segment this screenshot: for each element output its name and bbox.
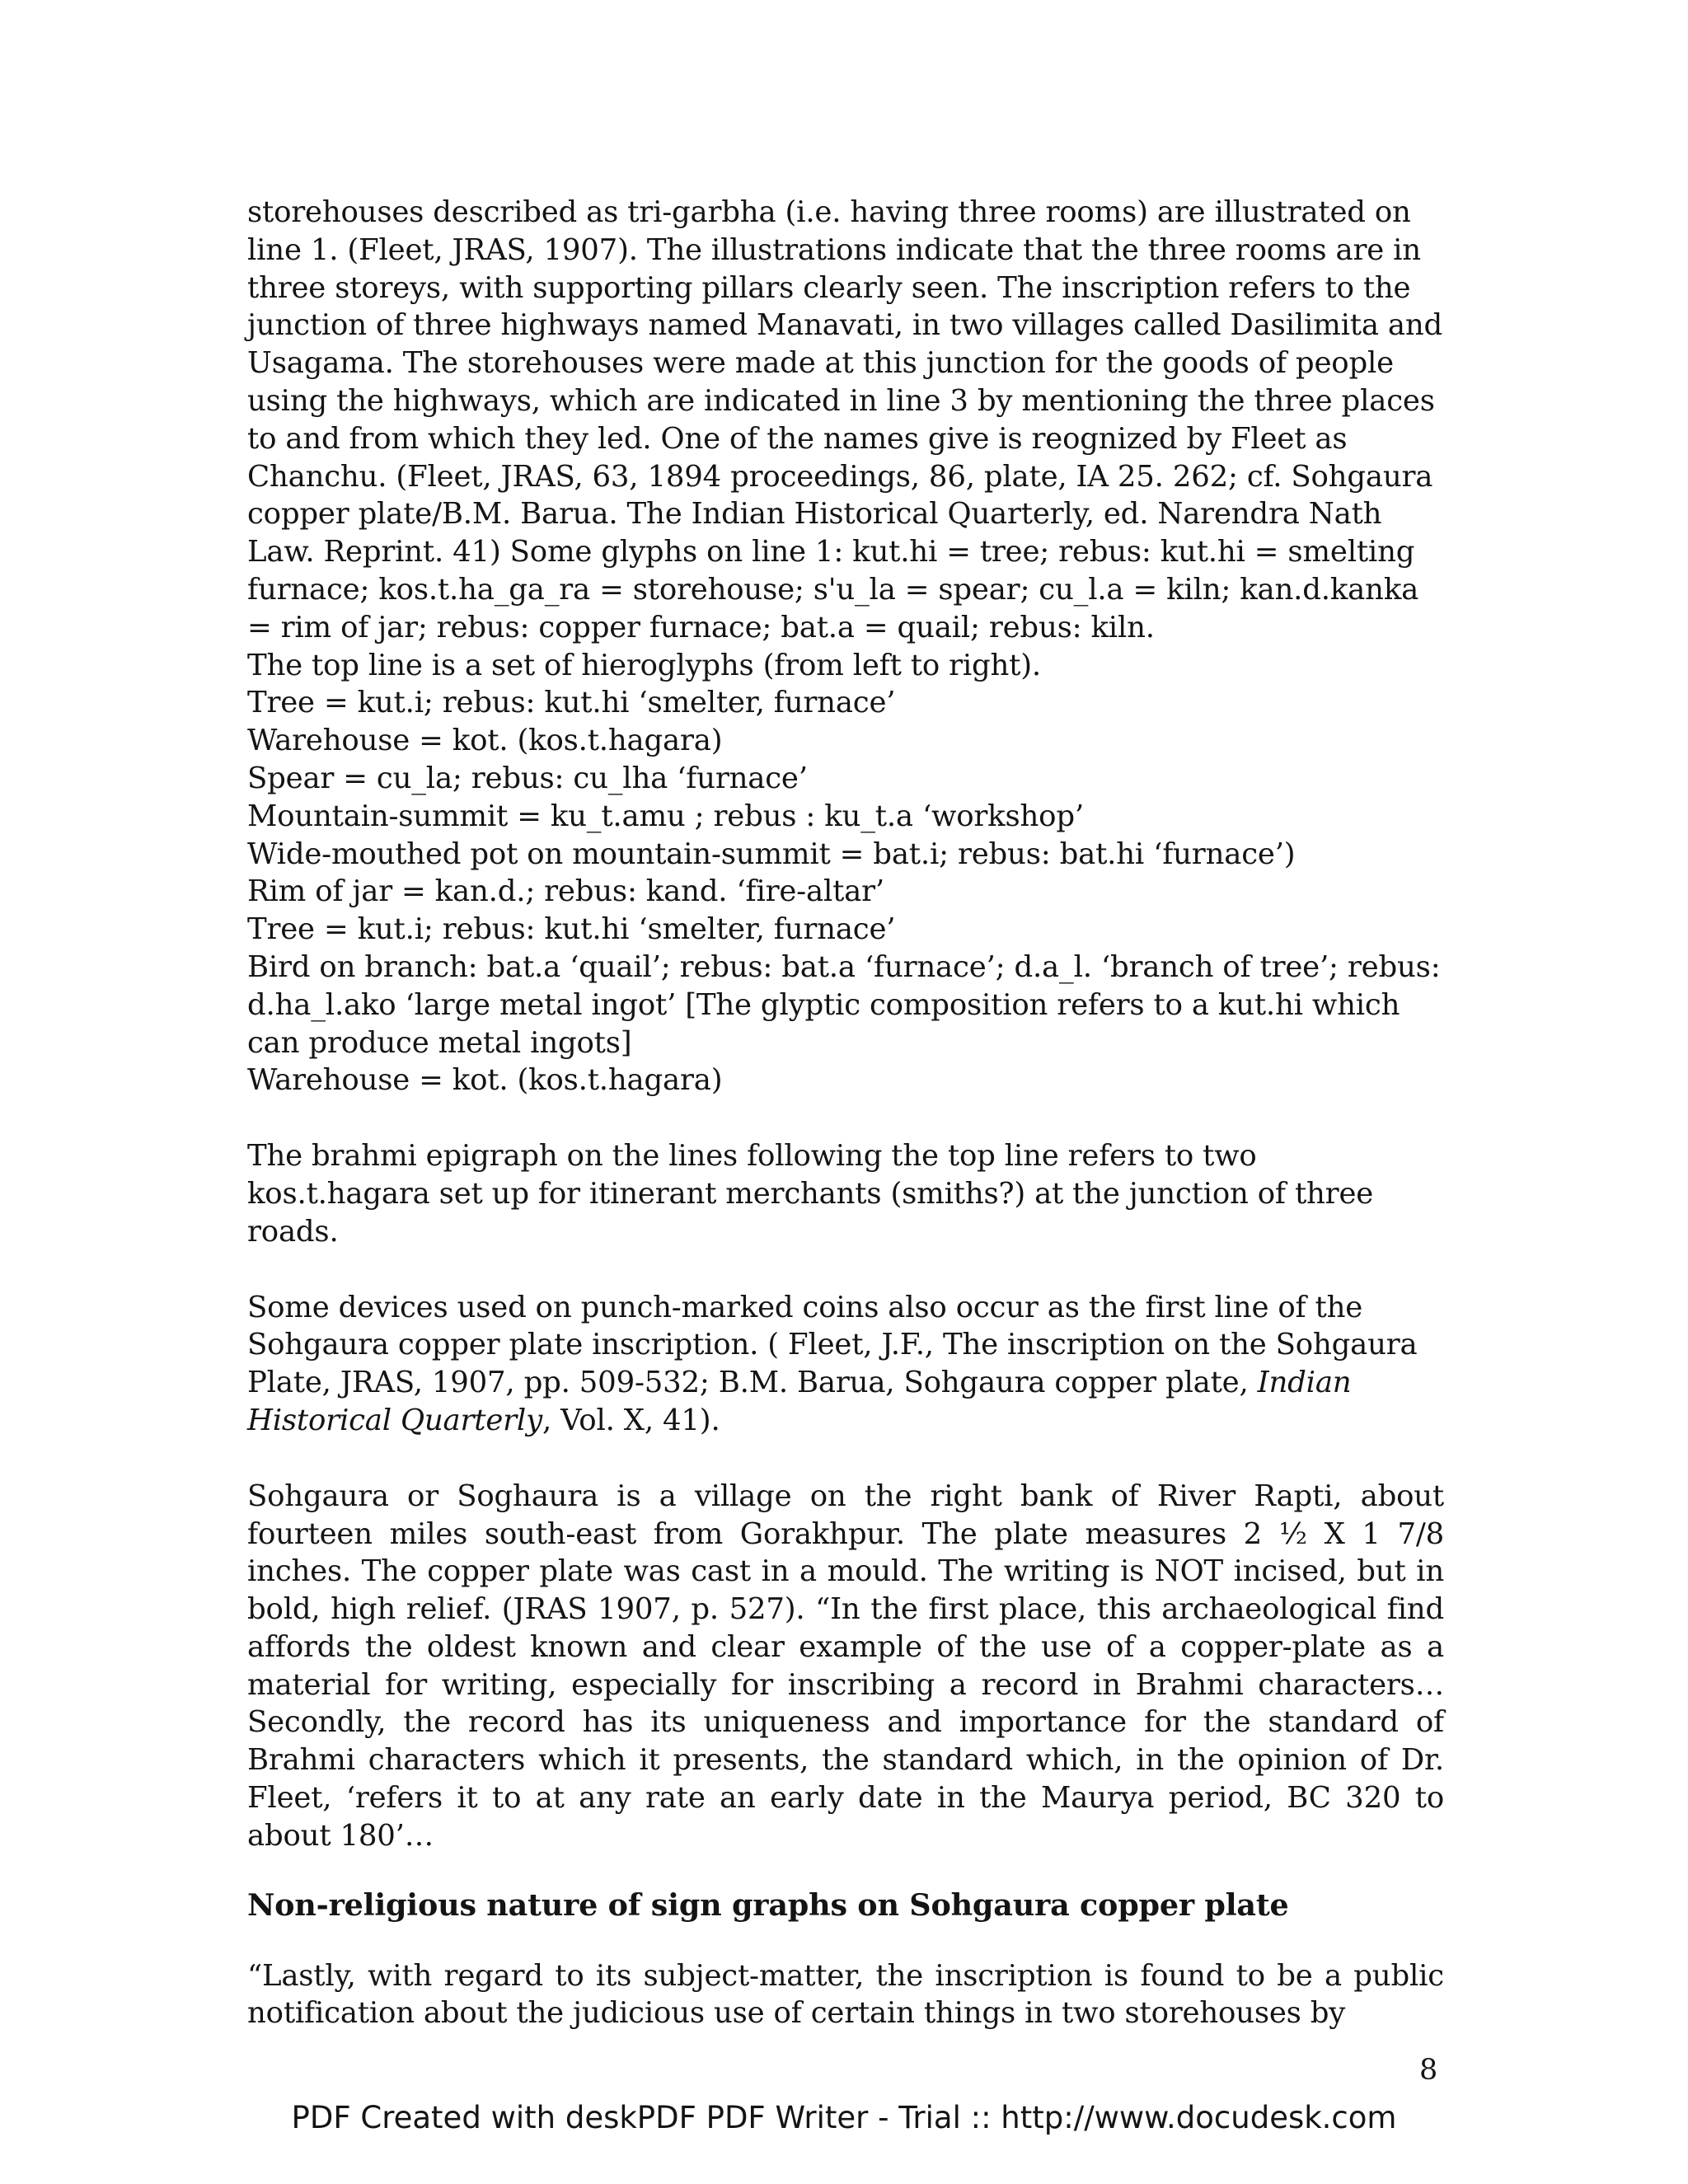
- spacer: [247, 1855, 1444, 1886]
- journal-title: Indian Historical Quarterly: [247, 1366, 1352, 1437]
- glyph-item-tree: Tree = kut.i; rebus: kut.hi ‘smelter, furnace’: [247, 686, 896, 720]
- document-body: [247, 194, 1444, 2032]
- glyph-item-bird-on-branch: Bird on branch: bat.a ‘quail’; rebus: bat.a ‘furnace’; d.a_l. ‘branch of tree’; rebus: d.ha_l.ako ‘large metal ingot’ [The glyptic composition refers to a kut.hi which can produce metal ingots]: [247, 949, 1441, 1060]
- glyph-item-warehouse-2: Warehouse = kot. (kos.t.hagara): [247, 1063, 723, 1098]
- pdf-watermark-footer: PDF Created with deskPDF PDF Writer - Trial :: http://www.docudesk.com: [291, 2100, 1397, 2135]
- glyph-item-spear: Spear = cu_la; rebus: cu_lha ‘furnace’: [247, 761, 808, 795]
- glyph-item-warehouse: Warehouse = kot. (kos.t.hagara): [247, 724, 723, 758]
- glyph-item-rim-of-jar: Rim of jar = kan.d.; rebus: kand. ‘fire-altar’: [247, 874, 884, 909]
- spacer: [247, 1251, 1444, 1289]
- spacer: [247, 1099, 1444, 1137]
- citation-text: Some devices used on punch-marked coins also occur as the first line of the Sohgaura copper plate inscription. ( Fleet, J.F., The inscription on the Sohgaura Plate, JRAS, 1907, pp. 509-532; B.M. Barua, Sohgaura copper plate,: [247, 1290, 1418, 1400]
- glyph-item-wide-mouthed-pot: Wide-mouthed pot on mountain-summit = bat.i; rebus: bat.hi ‘furnace’): [247, 837, 1296, 871]
- glyph-list-intro: The top line is a set of hieroglyphs (from left to right).: [247, 648, 1041, 682]
- spacer: [247, 1924, 1444, 1957]
- paragraph-subject-matter: “Lastly, with regard to its subject-matter, the inscription is found to be a public notification about the judicious use of certain things in two storehouses by: [247, 1958, 1444, 2031]
- glyph-item-tree-2: Tree = kut.i; rebus: kut.hi ‘smelter, furnace’: [247, 912, 896, 947]
- citation-volume: , Vol. X, 41).: [542, 1403, 720, 1437]
- paragraph-brahmi-epigraph: The brahmi epigraph on the lines following the top line refers to two kos.t.hagara set up for itinerant merchants (smiths?) at the junction of three roads.: [247, 1139, 1374, 1249]
- page-number: 8: [1419, 2054, 1438, 2087]
- glyph-list: [247, 647, 1444, 1100]
- paragraph-sohgaura-village: Sohgaura or Soghaura is a village on the right bank of River Rapti, about fourteen miles south-east from Gorakhpur. The plate measures 2 ½ X 1 7/8 inches. The copper plate was cast in a mould. The writing is NOT incised, but in bold, high relief. (JRAS 1907, p. 527). “In the first place, this archaeological find affords the oldest known and clear example of the use of a copper-plate as a material for writing, especially for inscribing a record in Brahmi characters…Secondly, the record has its uniqueness and importance for the standard of Brahmi characters which it presents, the standard which, in the opinion of Dr. Fleet, ‘refers it to at any rate an early date in the Maurya period, BC 320 to about 180’…: [247, 1479, 1444, 1853]
- section-heading: Non-religious nature of sign graphs on Sohgaura copper plate: [247, 1886, 1289, 1923]
- paragraph-punch-marked-coins: [247, 1289, 1444, 1440]
- spacer: [247, 1440, 1444, 1478]
- paragraph-storehouses: storehouses described as tri-garbha (i.e. having three rooms) are illustrated on line 1. (Fleet, JRAS, 1907). The illustrations indicate that the three rooms are in three storeys, with supporting pillars clearly seen. The inscription refers to the junction of three highways named Manavati, in two villages called Dasilimita and Usagama. The storehouses were made at this junction for the goods of people using the highways, which are indicated in line 3 by mentioning the three places to and from which they led. One of the names give is reognized by Fleet as Chanchu. (Fleet, JRAS, 63, 1894 proceedings, 86, plate, IA 25. 262; cf. Sohgaura copper plate/B.M. Barua. The Indian Historical Quarterly, ed. Narendra Nath Law. Reprint. 41) Some glyphs on line 1: kut.hi = tree; rebus: kut.hi = smelting furnace; kos.t.ha_ga_ra = storehouse; s'u_la = spear; cu_l.a = kiln; kan.d.kanka = rim of jar; rebus: copper furnace; bat.a = quail; rebus: kiln.: [247, 195, 1443, 644]
- glyph-item-mountain-summit: Mountain-summit = ku_t.amu ; rebus : ku_t.a ‘workshop’: [247, 799, 1084, 833]
